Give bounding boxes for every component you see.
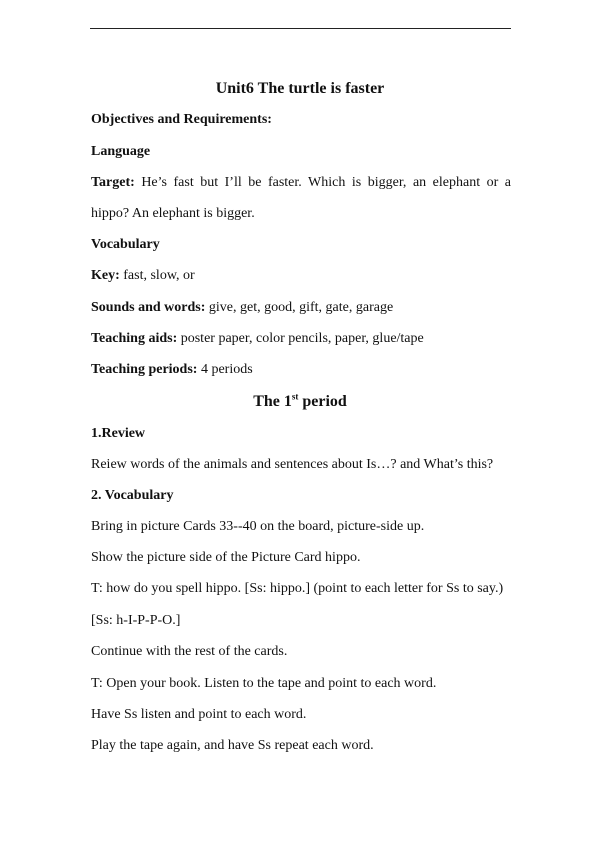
header-rule [90,28,511,29]
vocab-line-7: Have Ss listen and point to each word. [91,707,307,722]
key-line [91,267,511,285]
vocab-line-2: Show the picture side of the Picture Card hippo. [91,550,361,565]
review-text: Reiew words of the animals and sentences about Is…? and What’s this? [91,457,494,472]
vocab-heading: 2. Vocabulary [91,488,174,503]
vocab-line-3: T: how do you spell hippo. [Ss: hippo.] (point to each letter for Ss to say.) [91,581,504,596]
sounds-line [91,299,511,317]
sounds-text: give, get, good, gift, gate, garage [205,300,394,315]
periods-text: 4 periods [197,362,253,377]
sounds-label: Sounds and words: [91,300,206,315]
document-title: Unit6 The turtle is faster [215,80,385,97]
target-line-1 [91,174,511,192]
aids-text: poster paper, color pencils, paper, glue/tape [177,331,424,346]
language-heading: Language [91,144,151,159]
objectives-heading: Objectives and Requirements: [91,112,272,127]
vocab-line-6: T: Open your book. Listen to the tape and point to each word. [91,676,437,691]
key-text: fast, slow, or [119,268,195,283]
target-label: Target: [91,175,135,190]
periods-label: Teaching periods: [91,362,198,377]
vocabulary-heading: Vocabulary [91,237,160,252]
vocab-line-5: Continue with the rest of the cards. [91,644,288,659]
vocab-line-1: Bring in picture Cards 33--40 on the board, picture-side up. [91,519,425,534]
vocab-line-8: Play the tape again, and have Ss repeat each word. [91,738,374,753]
vocab-line-4: [Ss: h-I-P-P-O.] [91,613,181,628]
target-line-2: hippo? An elephant is bigger. [91,206,255,221]
period-title [0,392,600,412]
period-title-sup: st [291,391,299,402]
period-title-pre: The 1 [253,393,292,410]
period-title-post: period [298,393,347,410]
target-text-1: He’s fast but I’ll be faster. Which is bigger, an elephant or a [134,175,511,190]
key-label: Key: [91,268,120,283]
review-heading: 1.Review [91,426,146,441]
aids-label: Teaching aids: [91,331,178,346]
aids-line [91,330,511,348]
periods-line [91,361,511,379]
